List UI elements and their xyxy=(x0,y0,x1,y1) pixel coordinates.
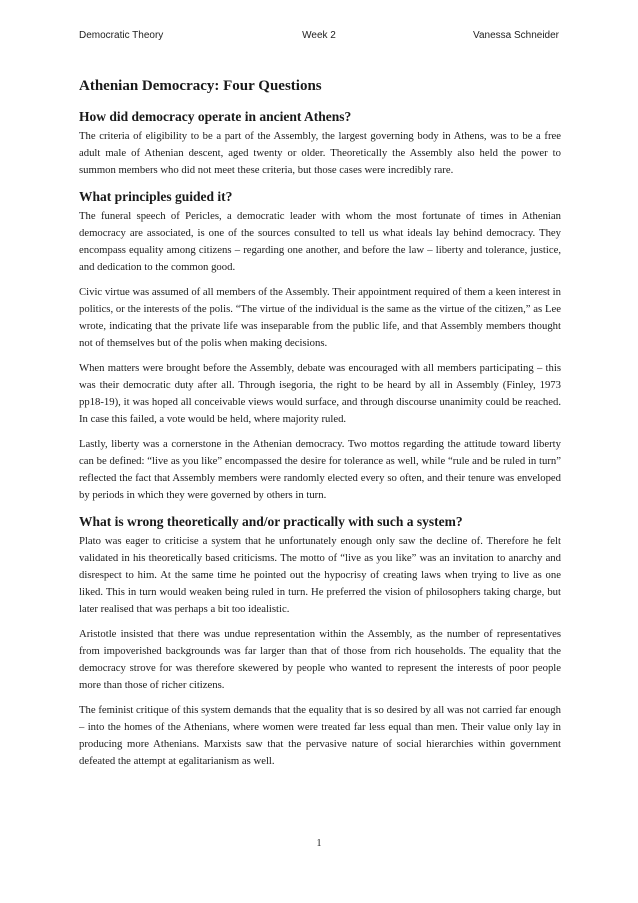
document-title: Athenian Democracy: Four Questions xyxy=(79,78,322,94)
document-body xyxy=(79,75,561,778)
header-week: Week 2 xyxy=(302,30,336,41)
header-author: Vanessa Schneider xyxy=(473,30,559,41)
paragraph: The criteria of eligibility to be a part of the Assembly, the largest governing body in Athens, was to be a free adult male of Athenian descent, aged twenty or older. Theoretically the Assembly also held the power to summon members who did not meet these criteria, but those cases were incredibly rare. xyxy=(79,130,561,176)
page-header xyxy=(79,30,559,44)
section-heading: What principles guided it? xyxy=(79,189,233,204)
paragraph: Plato was eager to criticise a system that he unfortunately enough only saw the decline of. Therefore he felt validated in his theoretically based criticisms. The motto of “live as you like” was an invitation to anarchy and disrespect to him. At the same time he pointed out the hypocrisy of creating laws when trying to live as one liked. This in turn would weaken being ruled in turn. He preferred the vision of philosophers taking charge, but later realised that was perhaps a bit too idealistic. xyxy=(79,535,561,615)
page-number: 1 xyxy=(316,838,322,849)
paragraph: Lastly, liberty was a cornerstone in the Athenian democracy. Two mottos regarding the attitude toward liberty can be defined: “live as you like” encompassed the desire for tolerance as well, while “rule and be ruled in turn” reflected the fact that Assembly members were randomly elected every so often, and their tenure was enveloped by periods in which they were governed by others in turn. xyxy=(79,438,561,501)
paragraph: Civic virtue was assumed of all members of the Assembly. Their appointment required of them a keen interest in politics, or the interests of the polis. “The virtue of the individual is the same as the virtue of the citizen,” as Lee wrote, indicating that the private life was inseparable from the public life, and that Assembly members thought not of themselves but of the polis when making decisions. xyxy=(79,286,561,349)
paragraph: The feminist critique of this system demands that the equality that is so desired by all was not carried far enough – into the homes of the Athenians, where women were treated far less equal than men. Their value only lay in producing more Athenians. Marxists saw that the pervasive nature of social hierarchies within government defeated the attempt at egalitarianism as well. xyxy=(79,704,561,767)
paragraph: Aristotle insisted that there was undue representation within the Assembly, as the number of representatives from impoverished backgrounds was far larger than that of those from rich households. The equality that the democracy strove for was therefore skewered by people who wanted to represent the interests of poor people more than those of richer citizens. xyxy=(79,628,561,691)
paragraph: When matters were brought before the Assembly, debate was encouraged with all members participating – this was their democratic duty after all. Through isegoria, the right to be heard by all in Assembly (Finley, 1973 pp18-19), it was hoped all conceivable views would surface, and through discourse unanimity could be reached. In case this failed, a vote would be held, where majority ruled. xyxy=(79,362,561,425)
paragraph: The funeral speech of Pericles, a democratic leader with whom the most fortunate of times in Athenian democracy are associated, is one of the sources consulted to tell us what ideals lay behind democracy. They encompass equality among citizens – regarding one another, and before the law – liberty and tolerance, justice, and dedication to the common good. xyxy=(79,210,561,273)
header-course: Democratic Theory xyxy=(79,30,164,41)
section-heading: What is wrong theoretically and/or practically with such a system? xyxy=(79,514,463,529)
section-heading: How did democracy operate in ancient Athens? xyxy=(79,109,352,124)
